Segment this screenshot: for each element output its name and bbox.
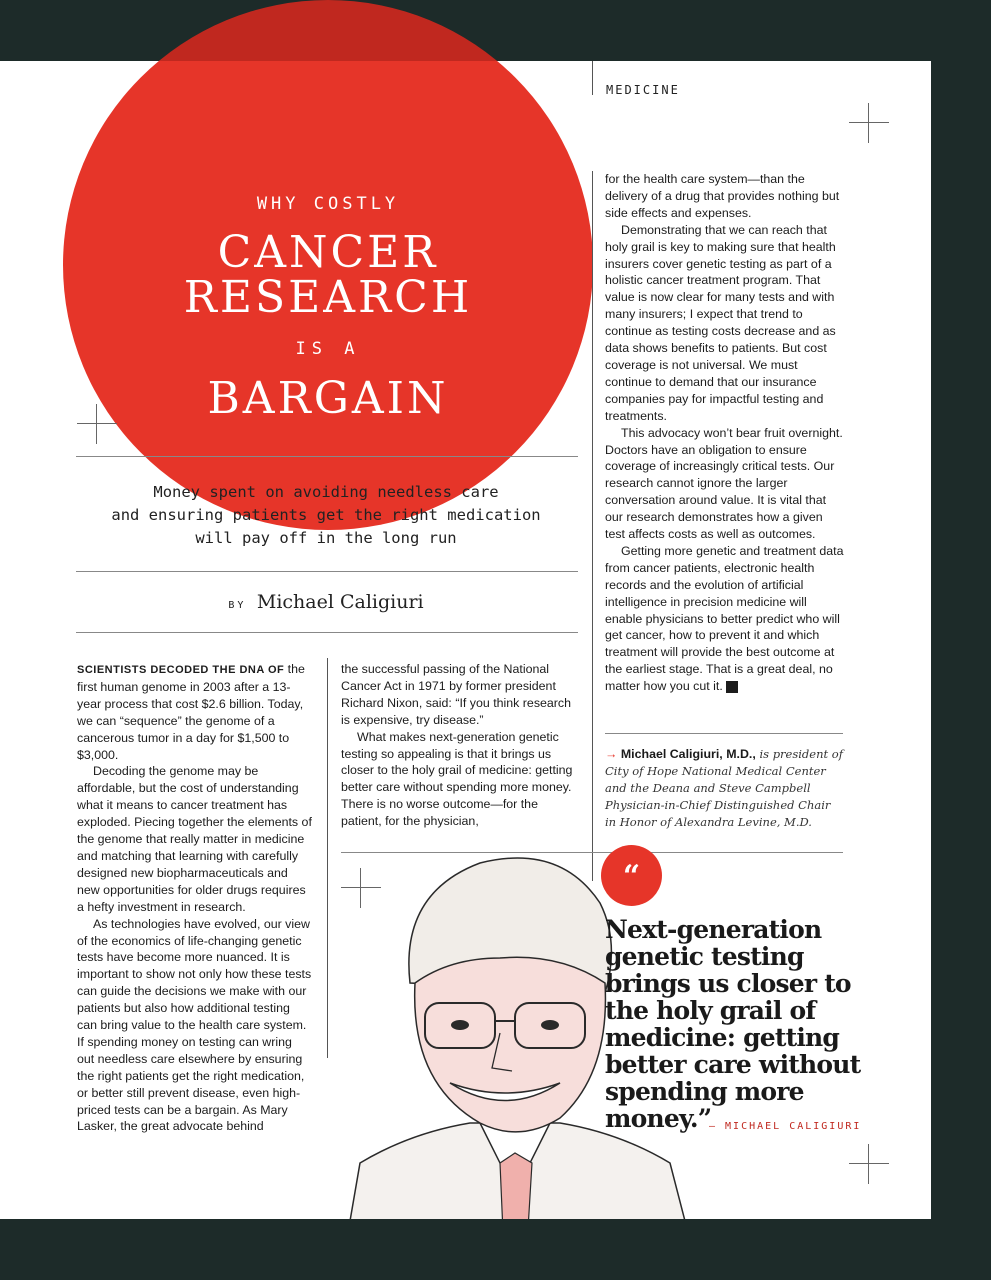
byline bbox=[76, 591, 576, 613]
quote-mark-icon: “ bbox=[601, 845, 662, 906]
body-column-3 bbox=[605, 171, 845, 695]
rule-below-byline bbox=[76, 632, 578, 633]
body-paragraph: Demonstrating that we can reach that holy grail is key to making sure that health insurers cover genetic testing as part of a holistic cancer treatment program. That value is now clear for many tests and with many insurers; I expect that trend to continue as testing costs decrease and as data shows benefits to patients. But cost coverage is not universal. We must continue to demand that our insurance companies pay for impactful testing and treatments. bbox=[605, 222, 836, 423]
body-paragraph bbox=[77, 661, 312, 763]
body-paragraph: What makes next-generation genetic testing so appealing is that it brings us closer to the holy grail of medicine: getting better care without spending more money. There is no worse outcome—for the patient, for the physician, bbox=[341, 729, 573, 829]
arrow-icon: → bbox=[605, 747, 618, 761]
bio-name: Michael Caligiuri, M.D., bbox=[620, 747, 756, 761]
column-divider-middle bbox=[327, 658, 328, 1058]
lead-in: SCIENTISTS DECODED THE DNA OF bbox=[77, 664, 285, 676]
body-paragraph bbox=[605, 543, 845, 695]
body-paragraph: for the health care system—than the delivery of a drug that provides nothing but side effects and expenses. bbox=[605, 172, 840, 220]
deck-line: will pay off in the long run bbox=[195, 529, 457, 547]
body-column-2 bbox=[341, 661, 581, 830]
section-label: MEDICINE bbox=[606, 83, 680, 97]
headline-line-research: RESEARCH bbox=[183, 272, 473, 323]
body-text: Getting more genetic and treatment data from cancer patients, electronic health records and the evolution of artificial intelligence in precision medicine will enable physicians to better predict who will get cancer, how to prevent it and which treatment will provide the best outcome at the earliest stage. That is a great deal, no matter how you cut it. bbox=[605, 543, 844, 694]
section-divider bbox=[592, 61, 593, 95]
deck bbox=[76, 481, 576, 550]
rule-above-quote bbox=[341, 852, 843, 853]
column-divider-right bbox=[592, 171, 593, 881]
bio-description: is president of City of Hope National Medical Center and the Deana and Steve Campbell Physician-in-Chief Distinguished Chair in Honor of Alexandra Levine, M.D. bbox=[605, 747, 843, 829]
pull-quote-attribution: — MICHAEL CALIGIURI bbox=[709, 1121, 862, 1132]
rule-bio bbox=[605, 733, 843, 734]
crop-mark-middle bbox=[341, 868, 381, 908]
byline-by: BY bbox=[228, 600, 247, 611]
rule-below-deck bbox=[76, 571, 578, 572]
rule-above-deck bbox=[76, 456, 578, 457]
crop-mark-top-right bbox=[849, 103, 889, 143]
body-column-1 bbox=[77, 661, 312, 1135]
body-text: the first human genome in 2003 after a 13-year process that cost $2.6 billion. Today, we can “sequence” the genome of a cancerous tumor in a day for $1,500 to $3,000. bbox=[77, 662, 305, 762]
crop-mark-bottom-right bbox=[849, 1144, 889, 1184]
headline-line-cancer: CANCER bbox=[217, 227, 439, 278]
body-paragraph: This advocacy won’t bear fruit overnight. Doctors have an obligation to ensure coverage of increasingly critical tests. Our research cannot ignore the larger conversation around value. It is vital that our research demonstrates how a given test affects costs as well as outcomes. bbox=[605, 425, 843, 542]
pull-quote: Next-generation genetic testing brings us closer to the holy grail of medicine: getting better care without spending more money.” bbox=[605, 915, 861, 1133]
end-mark-icon: N bbox=[726, 681, 738, 693]
body-paragraph: Decoding the genome may be affordable, but the cost of understanding what it means to cancer treatment has exploded. Piecing together the elements of the genome that really matter in medicine and matching that learning with carefully designed new biopharmaceuticals and new opportunities for older drugs requires a hefty investment in research. bbox=[77, 764, 312, 914]
red-circle-bleed bbox=[0, 0, 991, 61]
headline-kicker: WHY COSTLY bbox=[256, 194, 400, 214]
byline-author: Michael Caligiuri bbox=[256, 591, 424, 613]
deck-line: and ensuring patients get the right medication bbox=[111, 506, 541, 524]
body-paragraph: the successful passing of the National Cancer Act in 1971 by former president Richard Nixon, said: “If you think research is expensive, try disease.” bbox=[341, 662, 572, 727]
body-paragraph: As technologies have evolved, our view of the economics of life-changing genetic tests have become more nuanced. It is important to show not only how these tests can guide the decisions we make with our patients but also how additional testing can bring value to the health care system. If spending money on testing can wring out needless care elsewhere by ensuring the right patients get the right medication, or better still prevent disease, even high-priced tests can be a bargain. As Mary Lasker, the great advocate behind bbox=[77, 916, 312, 1134]
author-bio bbox=[605, 746, 845, 831]
deck-line: Money spent on avoiding needless care bbox=[153, 483, 499, 501]
article-page bbox=[0, 61, 931, 1219]
headline-connector: IS A bbox=[295, 339, 361, 359]
headline-line-bargain: BARGAIN bbox=[207, 373, 449, 424]
crop-mark-left bbox=[77, 404, 117, 444]
